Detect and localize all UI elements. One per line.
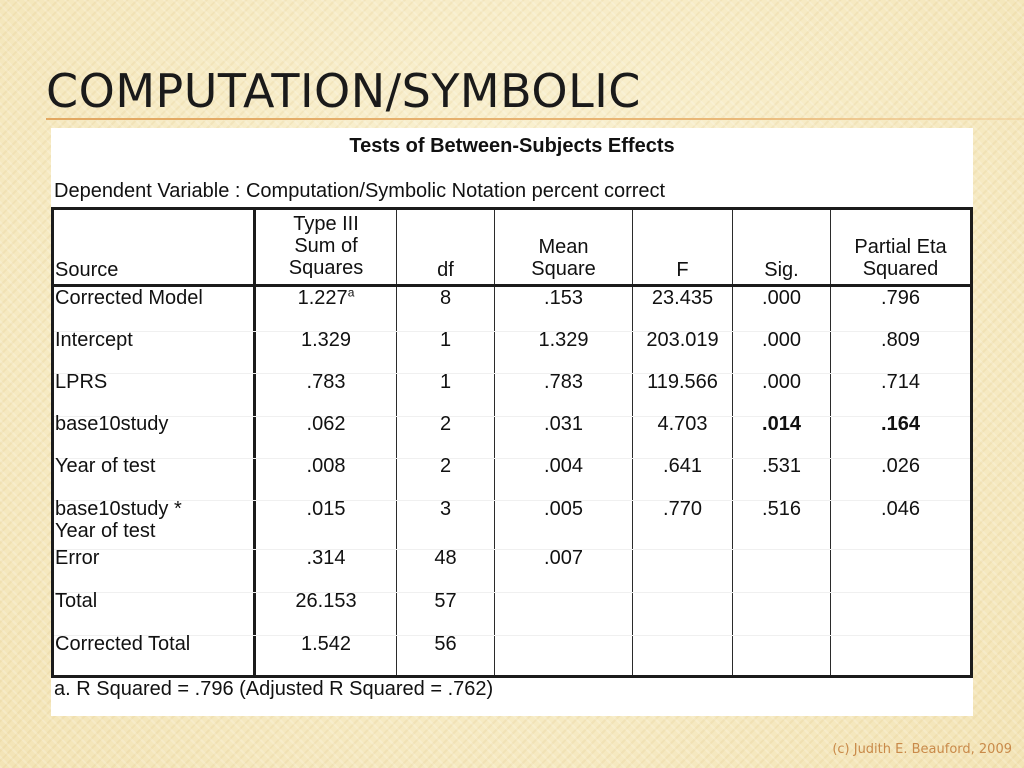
cell-sum-of-squares: [256, 287, 396, 309]
cell-df: 2: [439, 413, 452, 435]
cell-mean-square: .007: [544, 547, 583, 569]
cell-sum-of-squares: 26.153: [295, 590, 357, 612]
cell-partial-eta: .714: [881, 371, 920, 393]
cell-sum-of-squares: 1.329: [300, 329, 352, 351]
cell-f: .770: [663, 498, 702, 520]
table-footnote: a. R Squared = .796 (Adjusted R Squared = .762): [54, 678, 494, 700]
title-underline: [46, 118, 1024, 120]
cell-mean-square: .031: [544, 413, 583, 435]
cell-source: Error: [55, 547, 100, 569]
cell-f: .641: [663, 455, 702, 477]
header-sig: Sig.: [764, 259, 799, 281]
cell-source: base10study: [55, 413, 169, 435]
cell-df: 57: [434, 590, 457, 612]
cell-sig: .531: [762, 455, 801, 477]
cell-source: Intercept: [55, 329, 133, 351]
cell-mean-square: 1.329: [538, 329, 589, 351]
header-mean-square: [495, 236, 632, 280]
ss-value: 1.227: [297, 287, 348, 309]
cell-mean-square: .005: [544, 498, 583, 520]
cell-f: 203.019: [646, 329, 719, 351]
cell-source: Corrected Model: [55, 287, 203, 309]
row-separator: [54, 635, 970, 636]
cell-df: 56: [434, 633, 457, 655]
cell-source: Year of test: [55, 455, 156, 477]
cell-df: 8: [439, 287, 452, 309]
cell-partial-eta: .026: [881, 455, 920, 477]
cell-source: Corrected Total: [55, 633, 191, 655]
cell-sum-of-squares: 1.542: [300, 633, 352, 655]
footnote-marker: a: [347, 285, 355, 300]
cell-sig: .000: [762, 371, 801, 393]
header-ss-line1: Type III: [293, 213, 359, 235]
dependent-variable-label: Dependent Variable : Computation/Symbolic Notation percent correct: [54, 180, 666, 202]
cell-df: 48: [434, 547, 457, 569]
source-line2: Year of test: [55, 520, 156, 542]
slide-title: COMPUTATION/SYMBOLIC: [46, 64, 641, 118]
source-line1: base10study *: [55, 498, 182, 520]
cell-partial-eta: .796: [881, 287, 920, 309]
header-eta-line1: Partial Eta: [854, 236, 947, 258]
header-ms-line2: Square: [531, 258, 596, 280]
header-df: df: [437, 259, 454, 281]
cell-f: 23.435: [651, 287, 714, 309]
anova-table-panel: [51, 128, 973, 716]
cell-f: 4.703: [657, 413, 708, 435]
cell-sum-of-squares: .062: [306, 413, 346, 435]
cell-sig: .000: [762, 329, 801, 351]
cell-sig: .000: [762, 287, 801, 309]
cell-sum-of-squares: .314: [306, 547, 346, 569]
anova-table: [51, 207, 973, 678]
header-eta-line2: Squared: [862, 258, 939, 280]
table-heading: Tests of Between-Subjects Effects: [349, 135, 675, 157]
cell-sig: .516: [762, 498, 801, 520]
header-f: F: [676, 259, 689, 281]
cell-sum-of-squares: .008: [306, 455, 346, 477]
cell-df: 3: [439, 498, 452, 520]
header-ss-line3: Squares: [288, 257, 364, 279]
cell-df: 2: [439, 455, 452, 477]
row-separator: [54, 592, 970, 593]
cell-source: Total: [55, 590, 98, 612]
cell-sum-of-squares: .015: [306, 498, 346, 520]
cell-partial-eta: .809: [881, 329, 920, 351]
header-source: Source: [55, 259, 119, 281]
cell-partial-eta: .046: [881, 498, 920, 520]
cell-source: [55, 498, 182, 542]
cell-mean-square: .153: [544, 287, 583, 309]
header-ss-line2: Sum of: [294, 235, 358, 257]
header-sum-of-squares: [256, 213, 396, 279]
cell-partial-eta-significant: .164: [881, 413, 920, 435]
cell-df: 1: [439, 329, 452, 351]
cell-source: LPRS: [55, 371, 108, 393]
header-partial-eta-squared: [831, 236, 970, 280]
header-ms-line1: Mean: [538, 236, 589, 258]
cell-sig-significant: .014: [762, 413, 801, 435]
cell-df: 1: [439, 371, 452, 393]
cell-f: 119.566: [647, 371, 718, 393]
cell-mean-square: .783: [544, 371, 583, 393]
cell-mean-square: .004: [544, 455, 583, 477]
cell-sum-of-squares: .783: [306, 371, 346, 393]
copyright-credit: (c) Judith E. Beauford, 2009: [832, 742, 1012, 757]
